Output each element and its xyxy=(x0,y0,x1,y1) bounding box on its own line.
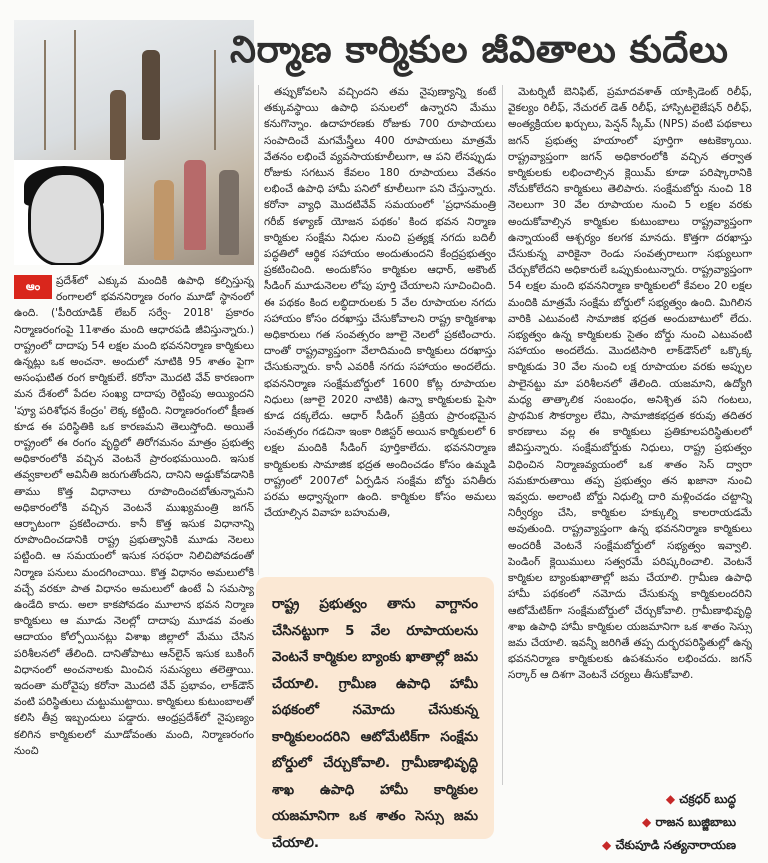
newspaper-logo: ఆం xyxy=(14,275,52,299)
byline-name: రాజన బుజ్జిబాబు xyxy=(655,815,736,829)
pull-quote-text: రాష్ట్ర ప్రభుత్వం తాను వాగ్దానం చేసినట్టుగా 5 వేల రూపాయలను వెంటనే కార్మికుల బ్యాంకు ఖాతాల్లో జమ చేయాలి. గ్రామీణ ఉపాధి హామీ పథకంలో నమోదు చేసుకున్న కార్మికులందరిని ఆటోమేటిక్‌గా సంక్షేమ బోర్డులో చేర్చుకోవాలి. గ్రామీణాభివృద్ధి శాఖ ఉపాధి హామీ కార్మికుల యజమానిగా ఒక శాతం సెస్సు జమ చేయాలి. xyxy=(272,596,478,851)
pull-quote-box xyxy=(256,577,494,851)
byline-2: ◆ రాజన బుజ్జిబాబు xyxy=(642,815,736,829)
article-column-3 xyxy=(508,84,752,786)
construction-workers-photo xyxy=(14,20,254,265)
byline-1: ◆ చక్రధర్ బుద్ధ xyxy=(665,792,736,806)
column-divider xyxy=(502,85,503,785)
byline-name: చేకుపూడి సత్యనారాయణ xyxy=(615,838,736,852)
headline: నిర్మాణ కార్మికుల జీవితాలు కుదేలు xyxy=(230,28,729,71)
column-3-text: మెటర్నిటీ బెనిఫిట్, ప్రమాదవశాత్ యాక్సిడెంట్ రిలీఫ్, వైకల్యం రిలీఫ్, నేచురల్ డెత్ రిలీఫ్, హాస్పిటలైజేషన్ రిలీఫ్, అంత్యక్రియల ఖర్చులు, పెన్షన్ స్కీమ్ (NPS) వంటి పథకాలు జగన్ ప్రభుత్వ హయాంలో పూర్తిగా ఆటకెక్కాయి. రాష్ట్రవ్యాప్తంగా జగన్ అధికారంలోకి వచ్చిన తర్వాత కార్మికులకు లభించాల్సిన క్లెయిమ్ కూడా పరిష్కారానికి నోచుకోలేదని కార్మికులు తెలిపారు. సంక్షేమబోర్డు నుంచి 18 నెలలుగా 30 వేల రూపాయల నుంచి 5 లక్షల వరకు అందుకోవాల్సిన కార్మికుల కుటుంబాలు రాష్ట్రవ్యాప్తంగా ఉన్నాయంటే ఆశ్చర్యం కలగక మానదు. కొత్తగా దరఖాస్తు చేసుకున్న వారికైనా రెండు సంవత్సరాలుగా సభ్యులుగా చేర్చుకోలేదని అధికారులే ఒప్పుకుంటున్నారు. రాష్ట్రవ్యాప్తంగా 54 లక్షల మంది భవననిర్మాణ కార్మికులలో కేవలం 20 లక్షల మందికి మాత్రమే సంక్షేమ బోర్డులో సభ్యత్వం ఉంది. మిగిలిన వారికి ఎటువంటి సామాజిక భద్రత అందుబాటులో లేదు. సభ్యత్వం ఉన్న కార్మికులకు సైతం బోర్డు నుంచి ఎటువంటి సహాయం అందలేదు. మొదటిసారి లాక్‌డౌన్‌లో ఒక్కొక్క కార్మికుడు 30 వేల నుంచి లక్ష రూపాయల వరకు అప్పుల పాలైనట్టు మా పరిశీలనలో తేలింది. యజమాని, ఉద్యోగి మధ్య తాత్కాలిక సంబంధం, అనిశ్చిత పని గంటలు, ప్రాథమిక సౌకర్యాల లేమి, సామాజికభద్రత కరువు తదితర కారణాలు వల్ల ఈ కార్మికులు ప్రతికూలపరిస్థితులలో జీవిస్తున్నారు. సంక్షేమబోర్డుకు నిధులు, రాష్ట్ర ప్రభుత్వం విధించిన నిర్మాణవ్యయంలో ఒక శాతం సెస్ ద్వారా సమకూరుతాయి తప్ప ప్రభుత్వం తన ఖజానా నుంచి ఇవ్వదు. అలాంటి బోర్డు నిధుల్ని దారి మళ్లించడం చట్టాన్ని నిర్వీర్యం చేసి, కార్మికుల హక్కుల్ని కాలరాయడమే అవుతుంది. రాష్ట్రవ్యాప్తంగా ఉన్న భవననిర్మాణ కార్మికులు అందరికీ వెంటనే సంక్షేమబోర్డులో సభ్యత్వం ఇవ్వాలి. పెండింగ్ క్లెయిములు సత్వరమే పరిష్కరించాలి. వెంటనే కార్మికుల బ్యాంకుఖాతాల్లో జమ చేయాలి. గ్రామీణ ఉపాధి హామీ పథకంలో నమోదు చేసుకున్న కార్మికులందరిని ఆటోమేటిక్‌గా సంక్షేమబోర్డులో చేర్చుకోవాలి. గ్రామీణాభివృద్ధి శాఖ ఉపాధి హామీ కార్మికుల యజమానిగా ఒక శాతం సెస్సు జమ చేయాలి. ఇవన్నీ జరిగితే తప్ప దుర్భరపరిస్థితుల్లో ఉన్న భవననిర్మాణ కార్మికులకు ఉపశమనం లభించదు. జగన్ సర్కార్ ఆ దిశగా వెంటనే చర్యలు తీసుకోవాలి. xyxy=(508,86,752,682)
portrait-sketch xyxy=(14,160,124,265)
column-1-text: ప్రదేశ్‌లో ఎక్కువ మందికి ఉపాధి కల్పిస్తున్న రంగాలలో భవననిర్మాణ రంగం మూడో స్థానంలో ఉంది. ('పీరియాడిక్ లేబర్ సర్వే- 2018' ప్రకారం నిర్మాణరంగంపై 11శాతం మంది ఆధారపడి జీవిస్తున్నారు.) రాష్ట్రంలో దాదాపు 54 లక్షల మంది భవననిర్మాణ కార్మికులు ఉన్నట్లు ఒక అంచనా. అందులో నూటికి 95 శాతం పైగా అసంఘటిత రంగ కార్మికులే. కరోనా మొదటి వేవ్ కారణంగా మన దేశంలో పేదల సంఖ్య దాదాపు రెట్టింపు అయ్యిందని 'ప్యూ పరిశోధన కేంద్రం' లెక్క కట్టింది. నిర్మాణరంగంలో క్షీణత కూడ ఈ పరిస్థితికి ఒక కారణమని తెలుస్తోంది. అయితే రాష్ట్రంలో ఈ రంగం వృద్ధిలో తిరోగమనం మాత్రం ప్రభుత్వ అధికారంలోకి వచ్చిన వెంటనే ప్రారంభమయింది. ఇసుక తవ్వకాలలో అవినీతి జరుగుతోందని, దానిని అడ్డుకోవడానికి తాము కొత్త విధానాలు రూపొందించబోతున్నామని అధికారంలోకి వచ్చిన వెంటనే ముఖ్యమంత్రి జగన్ ఆర్భాటంగా ప్రకటించారు. కానీ కొత్త ఇసుక విధానాన్ని రూపొందించడానికి రాష్ట్ర ప్రభుత్వానికి మూడు నెలలు పట్టింది. ఆ సమయంలో ఇసుక సరఫరా నిలిచిపోవడంతో నిర్మాణ పనులు మందగించాయి. కొత్త విధానం అమలులోకి వచ్చే వరకూ పాత విధానం అమలులో ఉంటే ఏ సమస్యా ఉండేది కాదు. అలా కాకపోవడం మూలాన భవన నిర్మాణ కార్మికులు ఆ మూడు నెలల్లో దాదాపు మూడవ వంతు ఆదాయం కోల్పోయినట్లు విశాఖ జిల్లాలో మేము చేసిన పరిశీలనలో తేలింది. దానితోపాటు ఆన్‌లైన్ ఇసుక బుకింగ్ విధానంలో అంచనాలకు మించిన సమస్యలు తలెత్తాయి. ఇదంతా మరోవైపు కరోనా మొదటి వేవ్ ప్రభావం, లాక్‌డౌన్ వంటి పరిస్థితులు చుట్టుముట్టాయి. కార్మికులు కుటుంబాలతో కలిసి తీవ్ర ఇబ్బందులు పడ్డారు. ఆంధ్రప్రదేశ్‌లో నైపుణ్యం కలిగిన కార్మికులలో మూడోవంతు మంది, నిర్మాణరంగం నుంచి xyxy=(14,275,254,757)
article-column-2 xyxy=(264,84,496,574)
column-divider xyxy=(258,85,259,575)
article-column-1 xyxy=(14,273,254,856)
byline-3: ◆ చేకుపూడి సత్యనారాయణ xyxy=(602,838,736,852)
column-2-text: తప్పుకోవలసి వచ్చిందని తమ నైపుణ్యాన్ని కంటే తక్కువస్థాయి ఉపాధి పనులలో ఉన్నారని మేము కనుగొన్నాం. ఉదాహరణకు రోజుకు 700 రూపాయలు సంపాదించే మగమేస్త్రీలు 400 రూపాయలు మాత్రమే వేతనం లభించే వ్యవసాయకూలీలుగా, ఆ పని లేనప్పుడు రోజుకు సగటున కేవలం 180 రూపాయలు వేతనం లభించే ఉపాధి హామీ పనిలో కూలీలుగా పని చేస్తున్నారు. కరోనా వ్యాధి మొదటివేవ్ సమయంలో 'ప్రధానమంత్రి గరీబ్ కళ్యాణ్ యోజన పథకం' కింద భవన నిర్మాణ కార్మికుల సంక్షేమ నిధుల నుంచి ప్రత్యక్ష నగదు బదిలీ పద్ధతిలో ఆర్థిక సహాయం అందుతుందని కేంద్రప్రభుత్వం ప్రకటించింది. అందుకోసం కార్మికుల ఆధార్, అకౌంట్ సీడింగ్ మూడునెలల లోపు పూర్తి చేయాలని సూచించింది. ఈ పథకం కింద లబ్ధిదారులకు 5 వేల రూపాయల నగదు సహాయం కోసం దరఖాస్తు చేసుకోవాలని రాష్ట్ర కార్మికశాఖ అధికారులు గత సంవత్సరం జూలై నెలలో ప్రకటించారు. దాంతో రాష్ట్రవ్యాప్తంగా వేలాదిమంది కార్మికులు దరఖాస్తు చేసుకున్నారు. కానీ ఎవరికీ నగదు సహాయం అందలేదు. భవననిర్మాణ సంక్షేమబోర్డులో 1600 కోట్ల రూపాయల నిధులు (జూలై 2020 నాటికి) ఉన్నా కార్మికులకు పైసా కూడ దక్కలేదు. ఆధార్ సీడింగ్ ప్రక్రియ ప్రారంభమైన సంవత్సరం గడచినా ఇంకా రిజిస్టర్ అయిన కార్మికులలో 6 లక్షల మందికి సీడింగ్ పూర్తికాలేదు. భవననిర్మాణ కార్మికులకు సామాజిక భద్రత అందించడం కోసం ఉమ్మడి రాష్ట్రంలో 2007లో ఏర్పడిన సంక్షేమ బోర్డు పనితీరు పరమ అధ్వాన్నంగా ఉంది. కార్మికుల కోసం అమలు చేయాల్సిన వివాహ బహుమతి, xyxy=(264,86,496,520)
byline-name: చక్రధర్ బుద్ధ xyxy=(679,792,736,806)
